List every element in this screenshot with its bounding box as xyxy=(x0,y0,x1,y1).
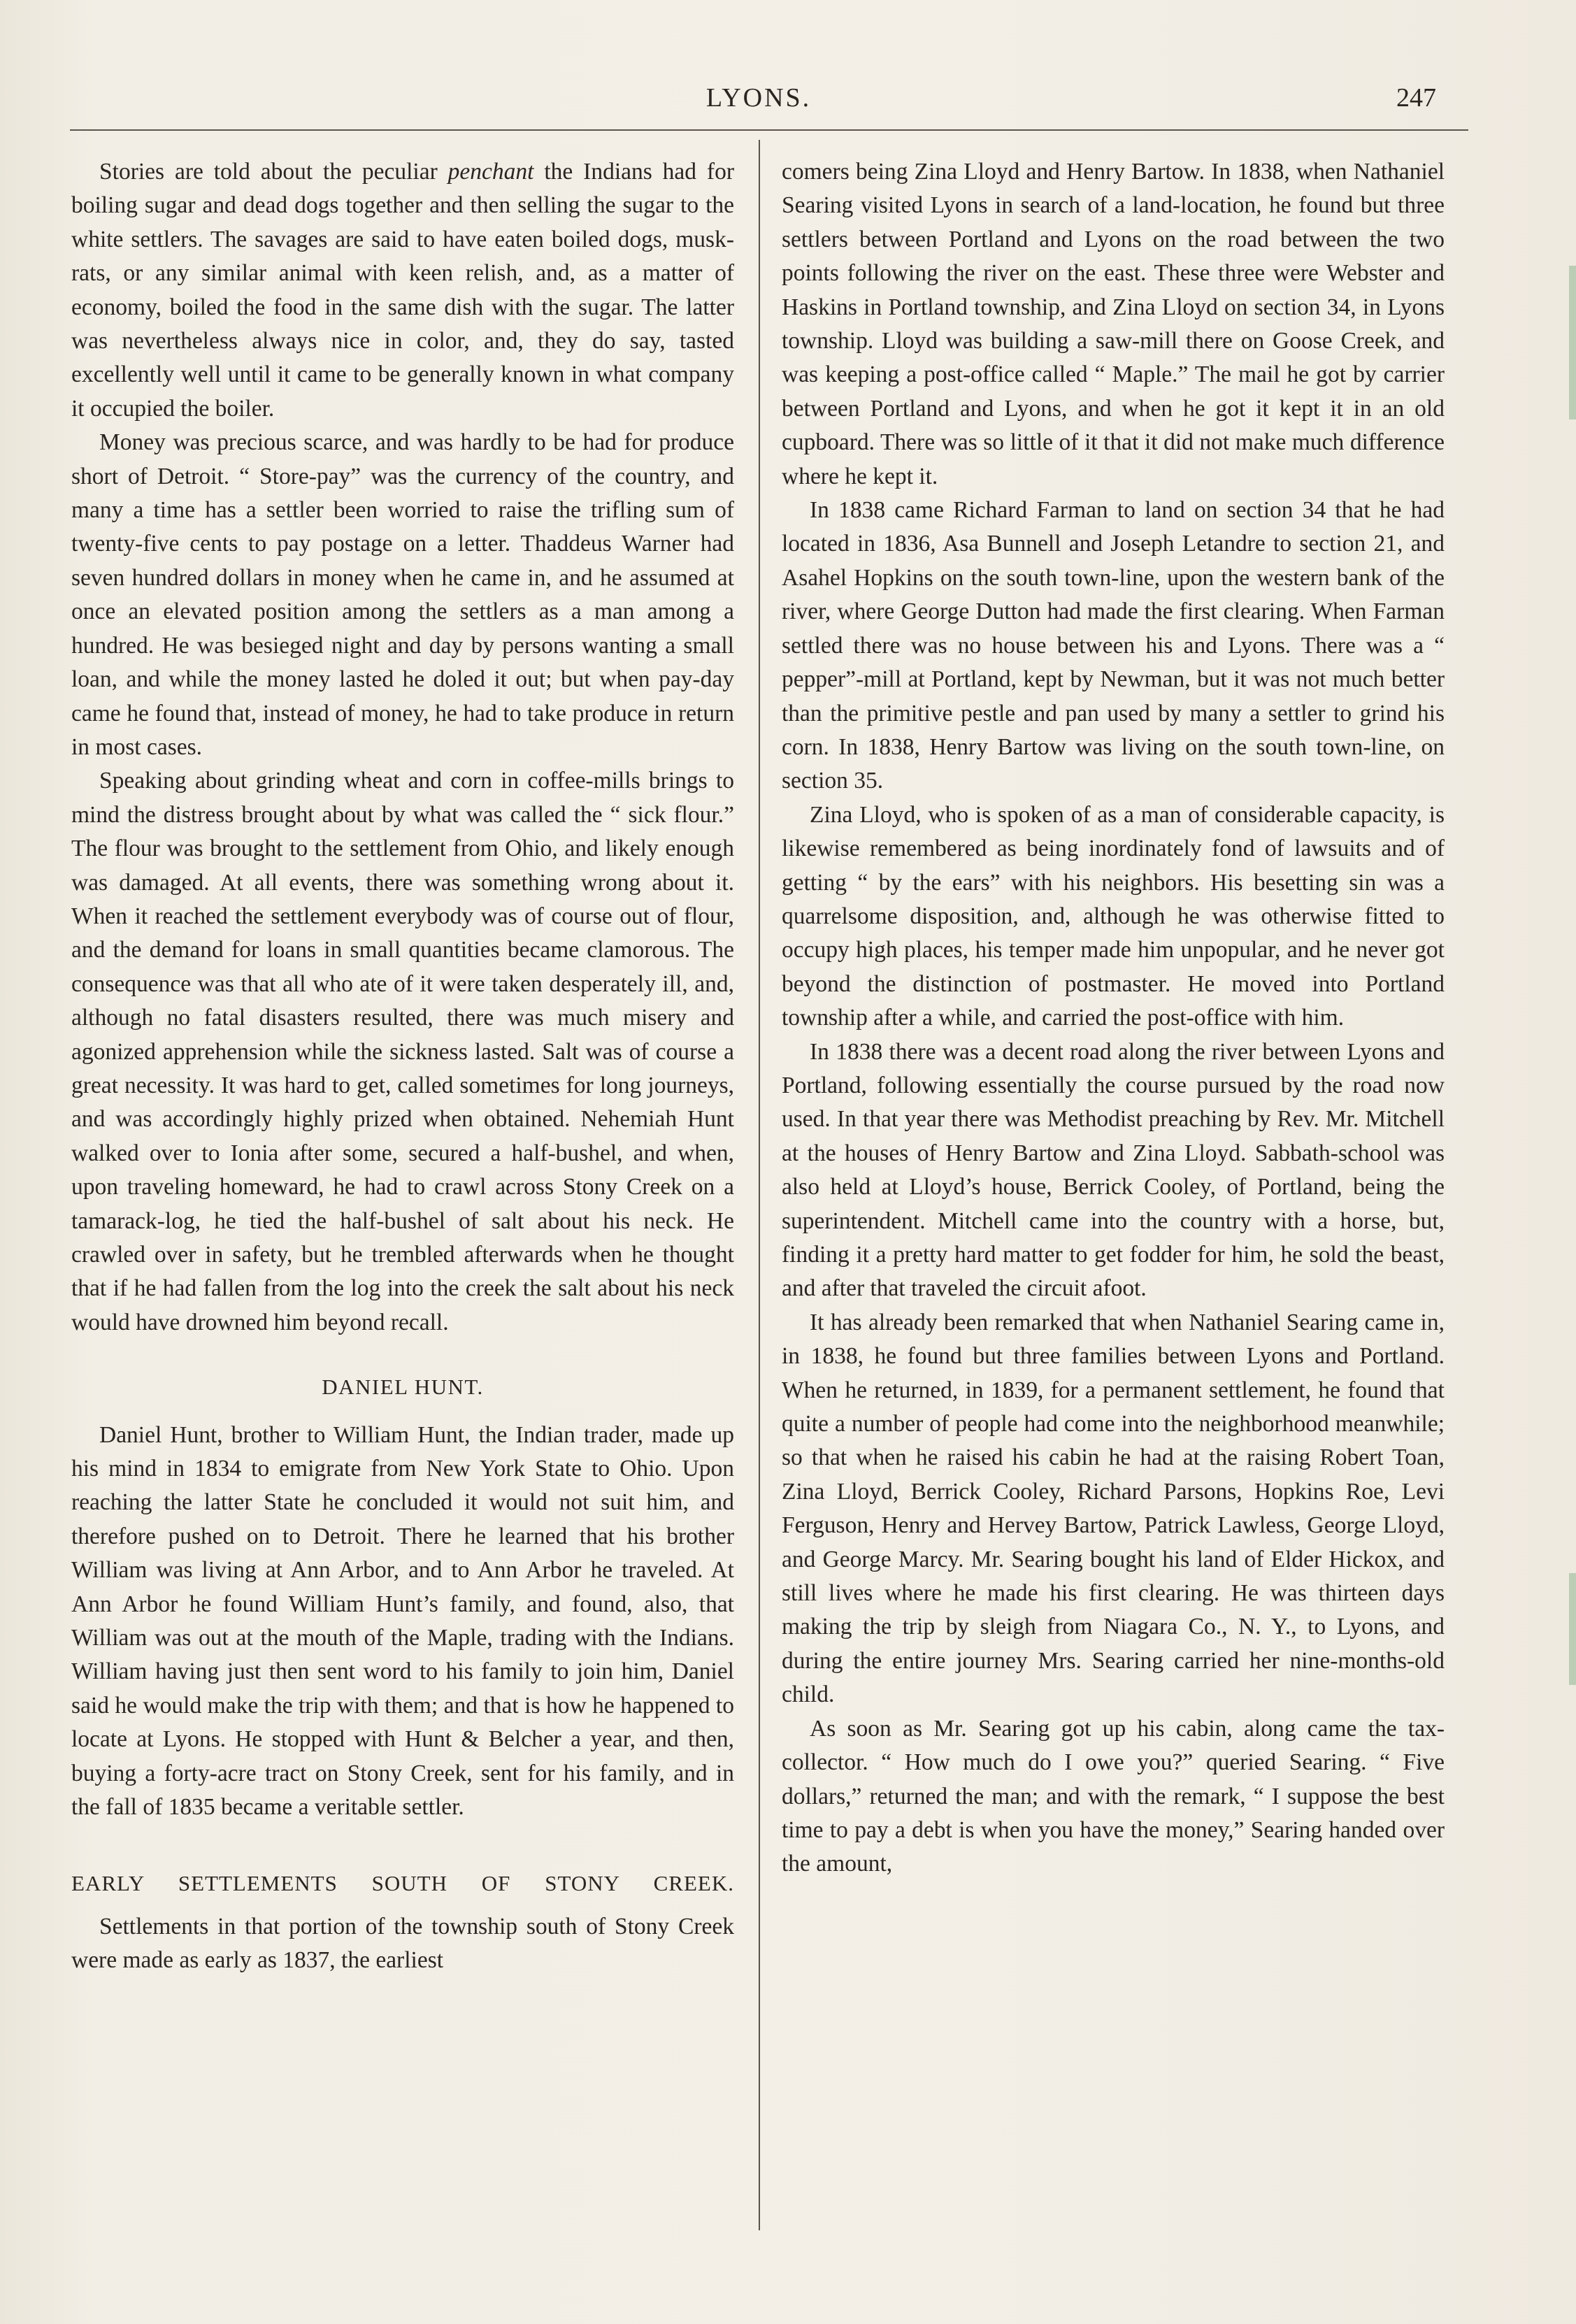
running-header xyxy=(0,83,1576,124)
paragraph: Settlements in that portion of the township south of Stony Creek were made as early as 1837, the earliest xyxy=(71,1913,734,1974)
paragraph: comers being Zina Lloyd and Henry Bartow. In 1838, when Nathaniel Searing visited Lyons in search of a land-location, he found but three settlers between Portland and Lyons on the road between the two points following the river on the east. These three were Webster and Haskins in Portland township, and Zina Lloyd on section 34, in Lyons township. Lloyd was building a saw-mill there on Goose Creek, and was keeping a post-office called “ Maple.” The mail he got by carrier between Portland and Lyons, and when he got it kept it in an old cupboard. There was so little of it that it did not make much difference where he kept it. xyxy=(782,159,1445,489)
paragraph xyxy=(71,155,734,426)
paragraph: Zina Lloyd, who is spoken of as a man of considerable capacity, is likewise remembered as being inordinately fond of lawsuits and of getting “ by the ears” with his neighbors. His besetting sin was a quarrelsome disposition, and, although he was otherwise fitted to occupy high places, his temper made him unpopular, and he never got beyond the distinction of postmaster. He moved into Portland township after a while, and carried the post-office with him. xyxy=(782,801,1445,1031)
text: Stories are told about the peculiar xyxy=(99,159,448,185)
page-edge-stain xyxy=(1569,1573,1576,1685)
page-edge-stain xyxy=(1569,266,1576,419)
section-heading-early-settlements: EARLY SETTLEMENTS SOUTH OF STONY CREEK. xyxy=(71,1870,734,1895)
left-column xyxy=(71,155,734,1978)
paragraph: It has already been remarked that when Nathaniel Searing came in, in 1838, he found but three families between Lyons and Portland. When he returned, in 1839, for a permanent settlement, he found that quite a number of people had come into the neighborhood meanwhile; so that when he raised his cabin he had at the raising Robert Toan, Zina Lloyd, Berrick Cooley, Richard Parsons, Hopkins Roe, Levi Ferguson, Henry and Hervey Bartow, Patrick Lawless, George Lloyd, and George Marcy. Mr. Searing bought his land of Elder Hickox, and still lives where he made his first clearing. He was thirteen days making the trip by sleigh from Niagara Co., N. Y., to Lyons, and during the entire journey Mrs. Searing carried her nine-months-old child. xyxy=(782,1309,1445,1708)
section-heading-daniel-hunt: DANIEL HUNT. xyxy=(322,1375,484,1400)
paragraph: As soon as Mr. Searing got up his cabin, along came the tax-collector. “ How much do I owe you?” queried Searing. “ Five dollars,” returned the man; and with the remark, “ I suppose the best time to pay a debt is when you have the money,” Searing handed over the amount, xyxy=(782,1715,1445,1877)
paragraph: Daniel Hunt, brother to William Hunt, the Indian trader, made up his mind in 1834 to emigrate from New York State to Ohio. Upon reaching the latter State he concluded it would not suit him, and therefore pushed on to Detroit. There he learned that his brother William was living at Ann Arbor, and to Ann Arbor he traveled. At Ann Arbor he found William Hunt’s family, and found, also, that William was out at the mouth of the Maple, trading with the Indians. William having just then sent word to his family to join him, Daniel said he would make the trip with them; and that is how he happened to locate at Lyons. He stopped with Hunt & Belcher a year, and then, buying a forty-acre tract on Stony Creek, sent for his family, and in the fall of 1835 became a veritable settler. xyxy=(71,1421,734,1821)
paragraph: In 1838 came Richard Farman to land on section 34 that he had located in 1836, Asa Bunnell and Joseph Letandre to section 21, and Asahel Hopkins on the south town-line, upon the western bank of the river, where George Dutton had made the first clearing. When Farman settled there was no house between his and Lyons. There was a “ pepper”-mill at Portland, kept by Newman, but it was not much better than the primitive pestle and pan used by many a settler to grind his corn. In 1838, Henry Bartow was living on the south town-line, on section 35. xyxy=(782,497,1445,794)
italic-term: penchant xyxy=(447,159,534,185)
header-rule xyxy=(70,129,1468,131)
right-column xyxy=(782,155,1445,1881)
paragraph: In 1838 there was a decent road along the river between Lyons and Portland, following essentially the course pursued by the road now used. In that year there was Methodist preaching by Rev. Mr. Mitchell at the houses of Henry Bartow and Zina Lloyd. Sabbath-school was also held at Lloyd’s house, Berrick Cooley, of Portland, being the superintendent. Mitchell came into the country with a horse, but, finding it a pretty hard matter to get fodder for him, he sold the beast, and after that traveled the circuit afoot. xyxy=(782,1038,1445,1302)
paragraph: Money was precious scarce, and was hardly to be had for produce short of Detroit. “ Store-pay” was the currency of the country, and many a time has a settler been worried to raise the trifling sum of twenty-five cents to pay postage on a letter. Thaddeus Warner had seven hundred dollars in money when he came in, and he assumed at once an elevated position among the settlers as a man among a hundred. He was besieged night and day by persons wanting a small loan, and while the money lasted he doled it out; but when pay-day came he found that, instead of money, he had to take produce in return in most cases. xyxy=(71,429,734,760)
text: the Indians had for boiling sugar and dead dogs together and then selling the sugar to the white settlers. The savages are said to have eaten boiled dogs, musk-rats, or any similar animal with keen relish, and, as a matter of economy, boiled the food in the same dish with the sugar. The latter was nevertheless always nice in color, and, they do say, tasted excellently well until it came to be generally known in what company it occupied the boiler. xyxy=(71,159,734,422)
column-divider xyxy=(759,140,760,2230)
page-number: 247 xyxy=(1396,83,1436,113)
running-title: LYONS. xyxy=(705,83,812,113)
paragraph: Speaking about grinding wheat and corn in coffee-mills brings to mind the distress brought about by what was called the “ sick flour.” The flour was brought to the settlement from Ohio, and likely enough was damaged. At all events, there was something wrong about it. When it reached the settlement everybody was of course out of flour, and the demand for loans in small quantities became clamorous. The consequence was that all who ate of it were taken desperately ill, and, although no fatal disasters resulted, there was much misery and agonized apprehension while the sickness lasted. Salt was of course a great necessity. It was hard to get, called sometimes for long journeys, and was accordingly highly prized when obtained. Nehemiah Hunt walked over to Ionia after some, secured a half-bushel, and when, upon traveling homeward, he had to crawl across Stony Creek on a tamarack-log, he tied the half-bushel of salt about his neck. He crawled over in safety, but he trembled afterwards when he thought that if he had fallen from the log into the creek the salt about his neck would have drowned him beyond recall. xyxy=(71,768,734,1335)
